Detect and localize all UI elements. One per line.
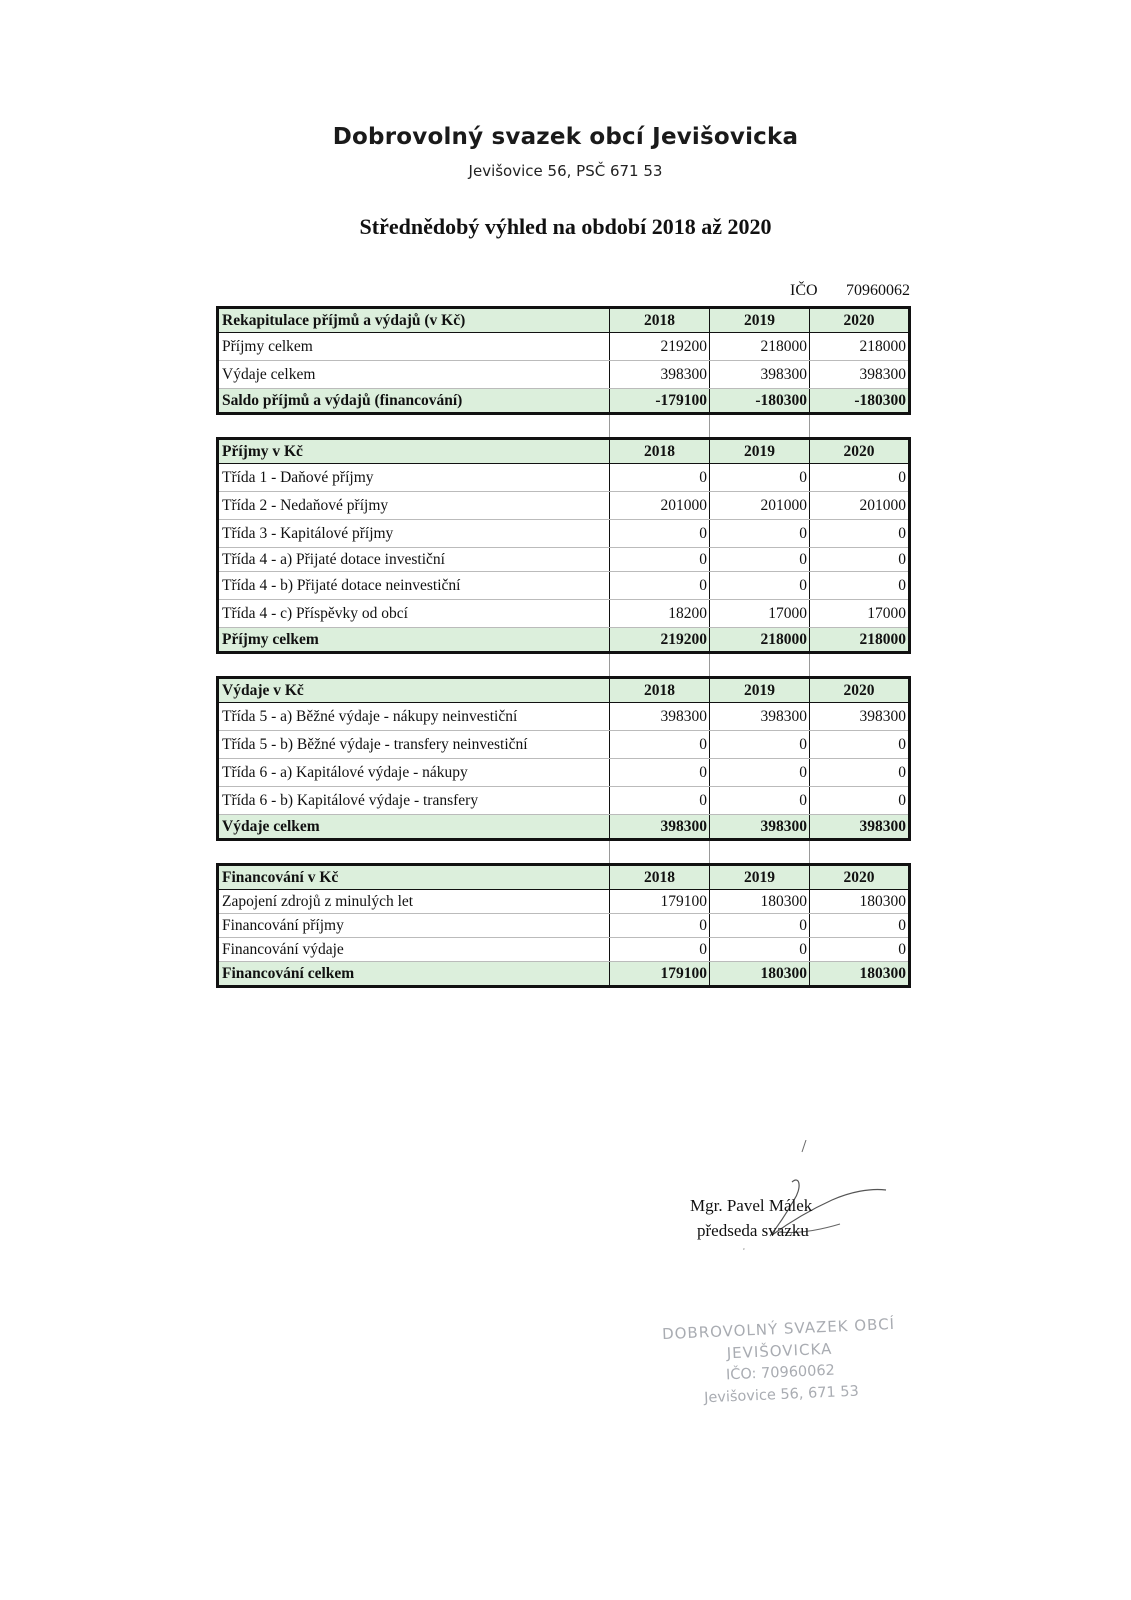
table-row [218, 464, 910, 492]
section-total-saldo [218, 389, 910, 414]
value-2018: 0 [610, 914, 710, 938]
table-row [218, 759, 910, 787]
value-2019: 0 [710, 759, 810, 787]
header-year-2020: 2020 [810, 308, 910, 333]
header-year-2019: 2019 [710, 439, 810, 464]
table-row [218, 731, 910, 759]
header-year-2018: 2018 [610, 308, 710, 333]
row-label: Třída 4 - b) Přijaté dotace neinvestiční [218, 572, 610, 600]
value-2019: 0 [710, 548, 810, 572]
value-2018: 398300 [610, 361, 710, 389]
signatory-role: předseda svazku [697, 1221, 809, 1240]
section-total-vydaje [218, 815, 910, 840]
header-year-2018: 2018 [610, 439, 710, 464]
total-label: Financování celkem [218, 962, 610, 987]
total-2020: 398300 [810, 815, 910, 840]
value-2018: 0 [610, 464, 710, 492]
total-2019: 398300 [710, 815, 810, 840]
table-row [218, 572, 910, 600]
row-label: Třída 6 - b) Kapitálové výdaje - transfery [218, 787, 610, 815]
row-label: Třída 4 - c) Příspěvky od obcí [218, 600, 610, 628]
table-row [218, 600, 910, 628]
total-2018: 219200 [610, 628, 710, 653]
value-2020: 0 [810, 787, 910, 815]
value-2019: 0 [710, 572, 810, 600]
budget-table [216, 306, 911, 988]
value-2018: 0 [610, 731, 710, 759]
value-2019: 0 [710, 938, 810, 962]
section-header-vydaje [218, 678, 910, 703]
value-2020: 201000 [810, 492, 910, 520]
value-2020: 0 [810, 938, 910, 962]
header-year-2019: 2019 [710, 678, 810, 703]
table-row [218, 361, 910, 389]
row-label: Financování výdaje [218, 938, 610, 962]
stamp-line-name: DOBROVOLNÝ SVAZEK OBCÍ [661, 1314, 896, 1344]
value-2020: 180300 [810, 890, 910, 914]
spacer-row [218, 840, 910, 865]
value-2020: 0 [810, 464, 910, 492]
value-2018: 398300 [610, 703, 710, 731]
header-year-2020: 2020 [810, 865, 910, 890]
header-label: Příjmy v Kč [218, 439, 610, 464]
value-2019: 0 [710, 914, 810, 938]
header-year-2019: 2019 [710, 308, 810, 333]
total-label: Výdaje celkem [218, 815, 610, 840]
section-header-financovani [218, 865, 910, 890]
value-2018: 179100 [610, 890, 710, 914]
total-label: Saldo příjmů a výdajů (financování) [218, 389, 610, 414]
value-2020: 0 [810, 914, 910, 938]
total-label: Příjmy celkem [218, 628, 610, 653]
total-2018: -179100 [610, 389, 710, 414]
spacer-row [218, 414, 910, 439]
row-label: Příjmy celkem [218, 333, 610, 361]
value-2018: 0 [610, 572, 710, 600]
value-2018: 0 [610, 548, 710, 572]
signatory-name: Mgr. Pavel Málek [690, 1196, 813, 1215]
value-2019: 398300 [710, 703, 810, 731]
total-2020: 180300 [810, 962, 910, 987]
stamp-line-ico: IČO: 70960062 [725, 1362, 836, 1384]
value-2020: 0 [810, 572, 910, 600]
table-row [218, 492, 910, 520]
value-2020: 218000 [810, 333, 910, 361]
row-label: Třída 5 - b) Běžné výdaje - transfery neinvestiční [218, 731, 610, 759]
value-2019: 0 [710, 787, 810, 815]
section-header-rekapitulace [218, 308, 910, 333]
value-2019: 218000 [710, 333, 810, 361]
value-2020: 0 [810, 548, 910, 572]
row-label: Třída 2 - Nedaňové příjmy [218, 492, 610, 520]
table-row [218, 914, 910, 938]
header-label: Financování v Kč [218, 865, 610, 890]
document-title: Střednědobý výhled na období 2018 až 2020 [359, 214, 772, 239]
value-2018: 0 [610, 787, 710, 815]
table-row [218, 520, 910, 548]
value-2019: 398300 [710, 361, 810, 389]
value-2019: 0 [710, 464, 810, 492]
total-2019: 180300 [710, 962, 810, 987]
value-2019: 0 [710, 520, 810, 548]
header-year-2018: 2018 [610, 678, 710, 703]
value-2020: 0 [810, 759, 910, 787]
table-row [218, 703, 910, 731]
header-year-2020: 2020 [810, 678, 910, 703]
stamp-line-address: Jevišovice 56, 671 53 [703, 1383, 860, 1407]
total-2019: -180300 [710, 389, 810, 414]
ico-label: IČO [790, 282, 818, 299]
row-label: Třída 5 - a) Běžné výdaje - nákupy neinvestiční [218, 703, 610, 731]
section-header-prijmy [218, 439, 910, 464]
total-2019: 218000 [710, 628, 810, 653]
header-year-2018: 2018 [610, 865, 710, 890]
value-2020: 398300 [810, 703, 910, 731]
table-row [218, 938, 910, 962]
value-2020: 0 [810, 731, 910, 759]
value-2020: 0 [810, 520, 910, 548]
value-2018: 0 [610, 759, 710, 787]
total-2020: -180300 [810, 389, 910, 414]
stamp-line-city: JEVIŠOVICKA [726, 1339, 833, 1363]
value-2018: 219200 [610, 333, 710, 361]
row-label: Zapojení zdrojů z minulých let [218, 890, 610, 914]
value-2019: 0 [710, 731, 810, 759]
header-label: Rekapitulace příjmů a výdajů (v Kč) [218, 308, 610, 333]
total-2020: 218000 [810, 628, 910, 653]
table-row [218, 890, 910, 914]
value-2018: 0 [610, 938, 710, 962]
value-2019: 201000 [710, 492, 810, 520]
table-row [218, 787, 910, 815]
org-address: Jevišovice 56, PSČ 671 53 [468, 162, 663, 180]
header-year-2019: 2019 [710, 865, 810, 890]
organization-stamp [653, 1313, 907, 1412]
value-2018: 201000 [610, 492, 710, 520]
row-label: Třída 1 - Daňové příjmy [218, 464, 610, 492]
spacer-row [218, 653, 910, 678]
ico-value: 70960062 [846, 282, 910, 299]
value-2020: 398300 [810, 361, 910, 389]
section-total-prijmy [218, 628, 910, 653]
org-name: Dobrovolný svazek obcí Jevišovicka [332, 124, 799, 150]
value-2018: 18200 [610, 600, 710, 628]
header-year-2020: 2020 [810, 439, 910, 464]
total-2018: 179100 [610, 962, 710, 987]
value-2020: 17000 [810, 600, 910, 628]
section-total-financovani [218, 962, 910, 987]
header-label: Výdaje v Kč [218, 678, 610, 703]
table-row [218, 333, 910, 361]
row-label: Třída 6 - a) Kapitálové výdaje - nákupy [218, 759, 610, 787]
total-2018: 398300 [610, 815, 710, 840]
value-2019: 17000 [710, 600, 810, 628]
row-label: Třída 3 - Kapitálové příjmy [218, 520, 610, 548]
table-row [218, 548, 910, 572]
row-label: Financování příjmy [218, 914, 610, 938]
row-label: Výdaje celkem [218, 361, 610, 389]
value-2018: 0 [610, 520, 710, 548]
value-2019: 180300 [710, 890, 810, 914]
row-label: Třída 4 - a) Přijaté dotace investiční [218, 548, 610, 572]
